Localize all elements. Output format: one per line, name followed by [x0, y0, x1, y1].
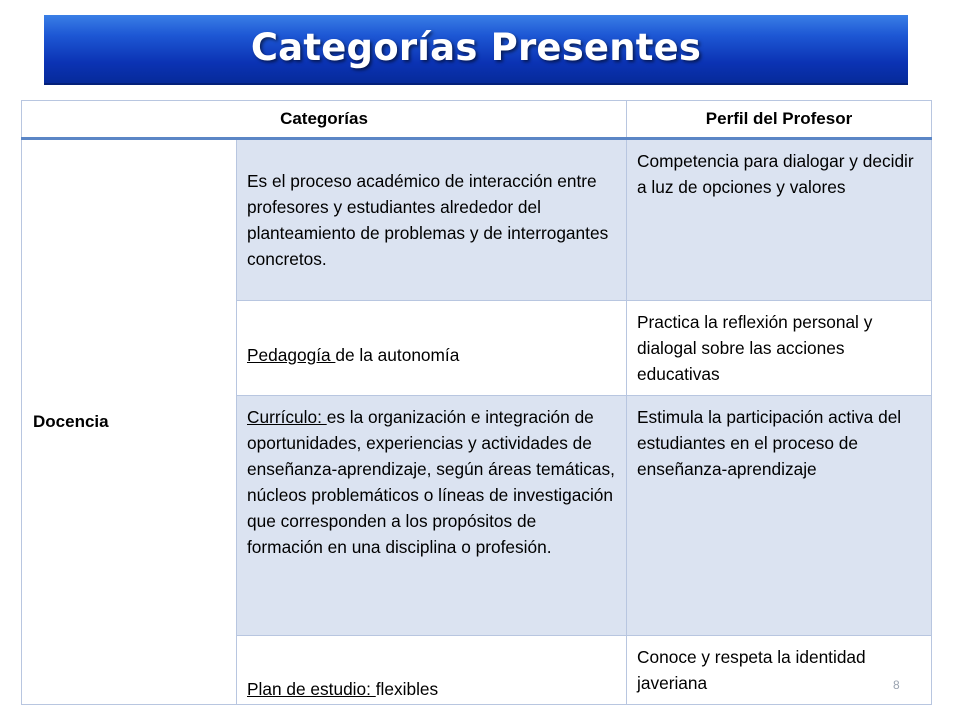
- description-text: de la autonomía: [335, 345, 460, 365]
- title-banner: [44, 15, 908, 85]
- description-underlined: Pedagogía: [247, 345, 336, 365]
- description-underlined: Plan de estudio:: [247, 679, 376, 699]
- header-perfil-profesor: Perfil del Profesor: [627, 101, 932, 139]
- category-cell: Docencia: [22, 139, 237, 705]
- profile-cell: Practica la reflexión personal y dialogal sobre las acciones educativas: [627, 301, 932, 396]
- description-text: flexibles: [375, 679, 439, 699]
- table-header-row: [22, 101, 932, 139]
- description-cell: [237, 301, 627, 396]
- table-row: [22, 139, 932, 301]
- description-cell: [237, 636, 627, 705]
- description-cell: [237, 139, 627, 301]
- page-number: 8: [893, 678, 900, 692]
- profile-cell: Competencia para dialogar y decidir a luz de opciones y valores: [627, 139, 932, 301]
- header-categorias: Categorías: [22, 101, 627, 139]
- profile-cell: Conoce y respeta la identidad javeriana: [627, 636, 932, 705]
- description-underlined: Currículo:: [247, 407, 327, 427]
- description-text: Es el proceso académico de interacción entre profesores y estudiantes alrededor del planteamiento de problemas y de interrogantes concretos.: [247, 171, 609, 269]
- description-text: es la organización e integración de oportunidades, experiencias y actividades de enseñanza-aprendizaje, según áreas temáticas, núcleos problemáticos o líneas de investigación que corresponden a los propósitos de formación en una disciplina o profesión.: [247, 407, 615, 557]
- description-cell: [237, 396, 627, 636]
- slide-title: Categorías Presentes: [250, 25, 702, 69]
- categories-table: [21, 100, 932, 705]
- profile-cell: Estimula la participación activa del estudiantes en el proceso de enseñanza-aprendizaje: [627, 396, 932, 636]
